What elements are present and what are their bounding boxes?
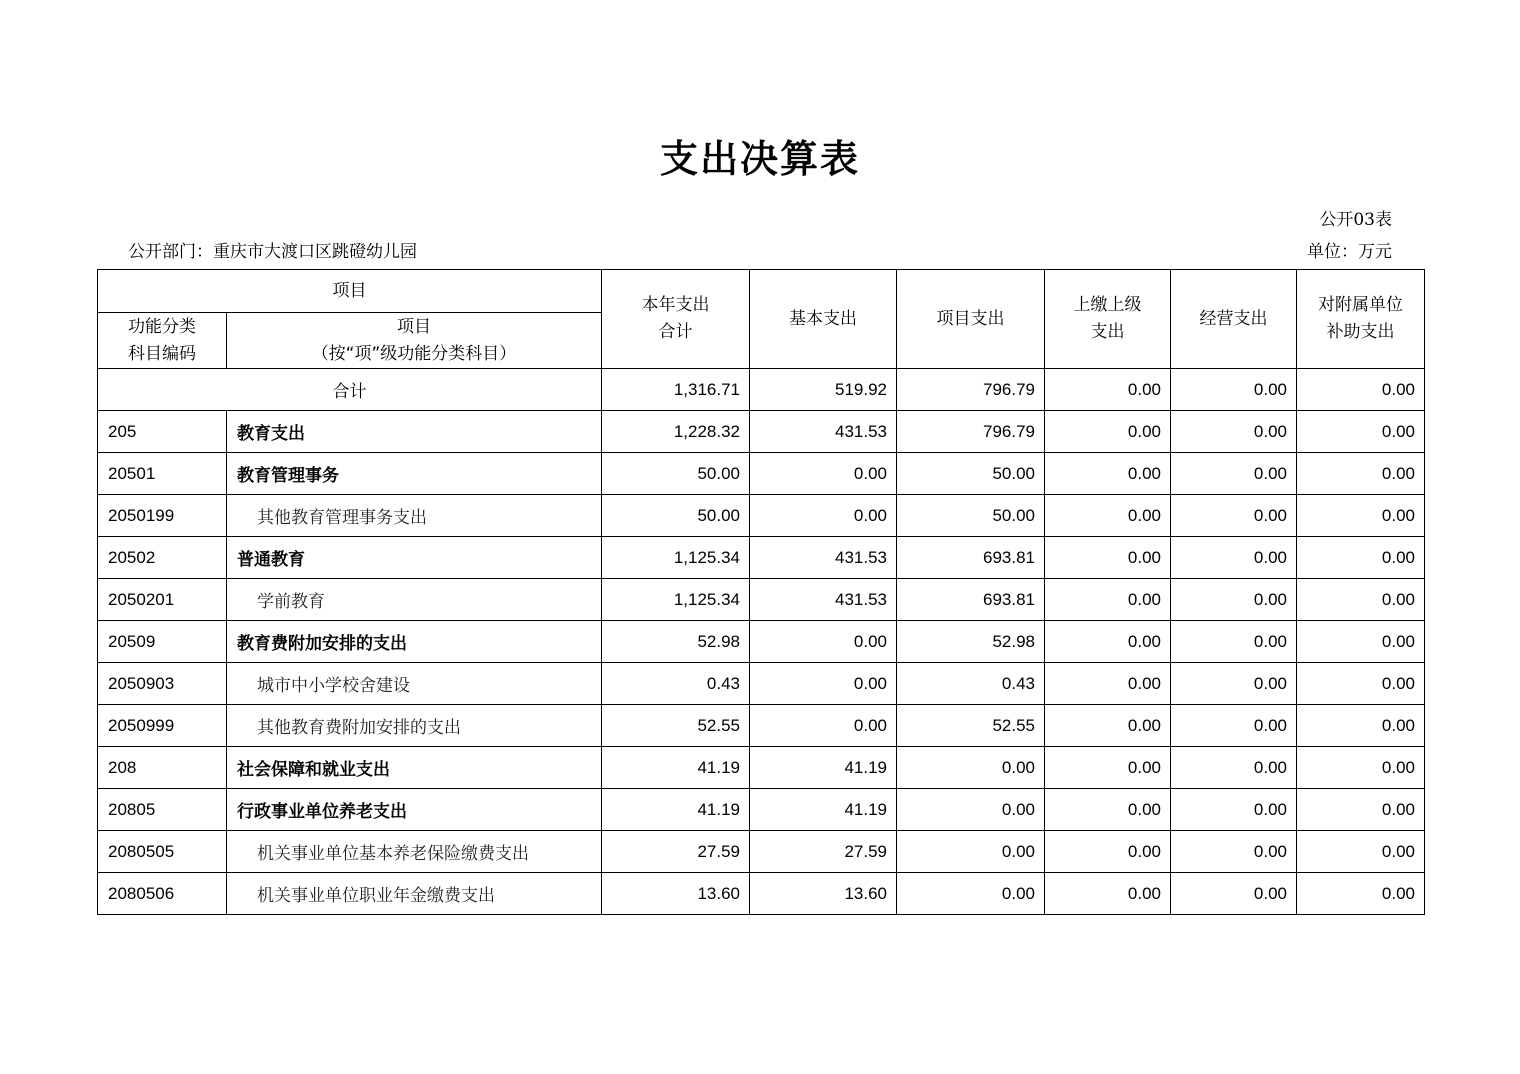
row-code: 2050903 (98, 663, 227, 705)
table-row (98, 747, 1425, 789)
row-total: 50.00 (602, 495, 750, 537)
row-basic: 41.19 (750, 747, 897, 789)
row-total: 27.59 (602, 831, 750, 873)
row-code: 2080505 (98, 831, 227, 873)
row-subsidy: 0.00 (1297, 453, 1425, 495)
row-project: 693.81 (897, 537, 1045, 579)
row-subsidy: 0.00 (1297, 663, 1425, 705)
row-name: 教育支出 (227, 411, 602, 453)
total-cell-total: 1,316.71 (602, 369, 750, 411)
row-subsidy: 0.00 (1297, 411, 1425, 453)
row-subsidy: 0.00 (1297, 873, 1425, 915)
header-upper-line2: 支出 (1090, 322, 1125, 342)
row-project: 0.00 (897, 831, 1045, 873)
row-upper: 0.00 (1045, 663, 1171, 705)
row-project: 693.81 (897, 579, 1045, 621)
table-row (98, 663, 1425, 705)
total-row (98, 369, 1425, 411)
row-code: 2050201 (98, 579, 227, 621)
table-row (98, 495, 1425, 537)
row-subsidy: 0.00 (1297, 495, 1425, 537)
row-upper: 0.00 (1045, 789, 1171, 831)
total-cell-project: 796.79 (897, 369, 1045, 411)
row-basic: 13.60 (750, 873, 897, 915)
department-label: 公开部门：重庆市大渡口区跳磴幼儿园 (128, 242, 417, 262)
row-project: 52.55 (897, 705, 1045, 747)
row-subsidy: 0.00 (1297, 831, 1425, 873)
row-basic: 0.00 (750, 495, 897, 537)
row-basic: 0.00 (750, 453, 897, 495)
unit-label: 单位：万元 (1307, 242, 1392, 262)
total-cell-subsidy: 0.00 (1297, 369, 1425, 411)
row-subsidy: 0.00 (1297, 621, 1425, 663)
row-business: 0.00 (1171, 621, 1297, 663)
row-upper: 0.00 (1045, 705, 1171, 747)
row-code: 2050999 (98, 705, 227, 747)
header-name-line1: 项目 (397, 316, 431, 337)
row-project: 0.00 (897, 789, 1045, 831)
row-total: 41.19 (602, 747, 750, 789)
row-code: 205 (98, 411, 227, 453)
row-code: 2050199 (98, 495, 227, 537)
row-basic: 0.00 (750, 705, 897, 747)
header-subsidy-line1: 对附属单位 (1318, 295, 1403, 315)
row-business: 0.00 (1171, 747, 1297, 789)
row-total: 13.60 (602, 873, 750, 915)
expenditure-table (97, 269, 1425, 915)
row-project: 796.79 (897, 411, 1045, 453)
row-basic: 0.00 (750, 621, 897, 663)
header-upper-line1: 上缴上级 (1073, 295, 1142, 315)
row-total: 1,125.34 (602, 579, 750, 621)
header-subsidy-line2: 补助支出 (1326, 322, 1395, 342)
row-subsidy: 0.00 (1297, 579, 1425, 621)
row-business: 0.00 (1171, 411, 1297, 453)
row-code: 2080506 (98, 873, 227, 915)
header-code-line2: 科目编码 (128, 343, 196, 364)
row-business: 0.00 (1171, 579, 1297, 621)
row-project: 50.00 (897, 495, 1045, 537)
row-name: 城市中小学校舍建设 (227, 663, 602, 705)
row-upper: 0.00 (1045, 873, 1171, 915)
row-total: 0.43 (602, 663, 750, 705)
header-upper (1045, 270, 1171, 369)
row-code: 208 (98, 747, 227, 789)
row-name: 普通教育 (227, 537, 602, 579)
row-name: 教育费附加安排的支出 (227, 621, 602, 663)
header-name-line2: （按“项”级功能分类科目） (311, 343, 517, 364)
row-basic: 41.19 (750, 789, 897, 831)
row-name: 其他教育费附加安排的支出 (227, 705, 602, 747)
table-row (98, 621, 1425, 663)
row-upper: 0.00 (1045, 579, 1171, 621)
row-upper: 0.00 (1045, 411, 1171, 453)
header-total-line2: 合计 (658, 322, 693, 342)
row-total: 1,228.32 (602, 411, 750, 453)
header-item-group: 项目 (98, 270, 602, 313)
row-total: 52.55 (602, 705, 750, 747)
row-subsidy: 0.00 (1297, 789, 1425, 831)
row-project: 52.98 (897, 621, 1045, 663)
row-name: 其他教育管理事务支出 (227, 495, 602, 537)
header-business: 经营支出 (1171, 270, 1297, 369)
row-upper: 0.00 (1045, 453, 1171, 495)
table-row (98, 705, 1425, 747)
row-subsidy: 0.00 (1297, 705, 1425, 747)
table-row (98, 537, 1425, 579)
row-project: 0.00 (897, 873, 1045, 915)
header-code-line1: 功能分类 (128, 316, 196, 337)
row-project: 50.00 (897, 453, 1045, 495)
table-row (98, 873, 1425, 915)
row-name: 机关事业单位基本养老保险缴费支出 (227, 831, 602, 873)
row-name: 机关事业单位职业年金缴费支出 (227, 873, 602, 915)
total-label: 合计 (98, 369, 602, 411)
row-basic: 431.53 (750, 537, 897, 579)
header-basic: 基本支出 (750, 270, 897, 369)
row-business: 0.00 (1171, 789, 1297, 831)
table-row (98, 579, 1425, 621)
table-row (98, 411, 1425, 453)
row-name: 行政事业单位养老支出 (227, 789, 602, 831)
row-total: 52.98 (602, 621, 750, 663)
row-code: 20501 (98, 453, 227, 495)
row-project: 0.43 (897, 663, 1045, 705)
total-cell-upper: 0.00 (1045, 369, 1171, 411)
header-code (98, 313, 227, 369)
table-row (98, 831, 1425, 873)
row-total: 1,125.34 (602, 537, 750, 579)
row-business: 0.00 (1171, 663, 1297, 705)
row-business: 0.00 (1171, 873, 1297, 915)
row-upper: 0.00 (1045, 495, 1171, 537)
header-subsidy (1297, 270, 1425, 369)
row-business: 0.00 (1171, 831, 1297, 873)
header-total-line1: 本年支出 (641, 295, 710, 315)
row-upper: 0.00 (1045, 747, 1171, 789)
table-row (98, 789, 1425, 831)
row-name: 教育管理事务 (227, 453, 602, 495)
row-upper: 0.00 (1045, 621, 1171, 663)
row-business: 0.00 (1171, 705, 1297, 747)
row-code: 20502 (98, 537, 227, 579)
row-upper: 0.00 (1045, 831, 1171, 873)
row-business: 0.00 (1171, 537, 1297, 579)
row-code: 20805 (98, 789, 227, 831)
row-basic: 431.53 (750, 579, 897, 621)
row-upper: 0.00 (1045, 537, 1171, 579)
page-title: 支出决算表 (659, 137, 860, 181)
row-project: 0.00 (897, 747, 1045, 789)
header-project: 项目支出 (897, 270, 1045, 369)
row-code: 20509 (98, 621, 227, 663)
table-row (98, 453, 1425, 495)
row-basic: 27.59 (750, 831, 897, 873)
row-total: 41.19 (602, 789, 750, 831)
total-cell-business: 0.00 (1171, 369, 1297, 411)
header-total (602, 270, 750, 369)
header-name (227, 313, 602, 369)
row-total: 50.00 (602, 453, 750, 495)
row-subsidy: 0.00 (1297, 537, 1425, 579)
row-basic: 431.53 (750, 411, 897, 453)
row-business: 0.00 (1171, 495, 1297, 537)
row-name: 学前教育 (227, 579, 602, 621)
row-business: 0.00 (1171, 453, 1297, 495)
table-number: 公开03表 (1319, 210, 1392, 230)
row-name: 社会保障和就业支出 (227, 747, 602, 789)
row-basic: 0.00 (750, 663, 897, 705)
total-cell-basic: 519.92 (750, 369, 897, 411)
row-subsidy: 0.00 (1297, 747, 1425, 789)
